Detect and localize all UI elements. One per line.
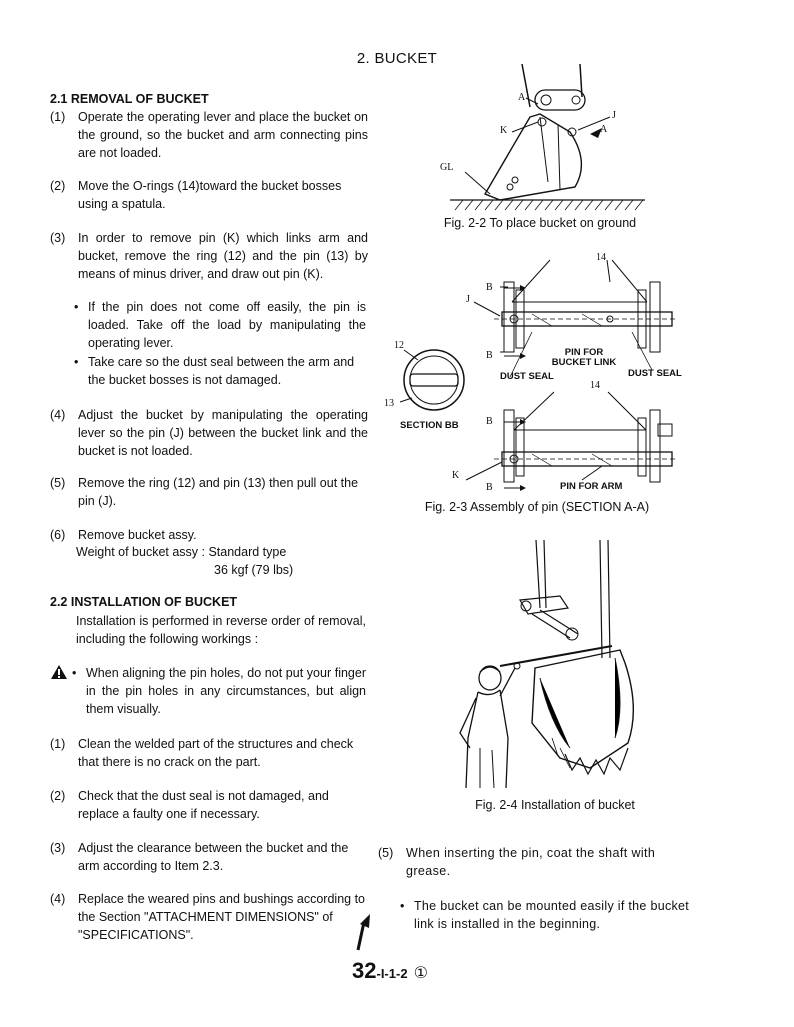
step-text: Clean the welded part of the structures and check that there is no crack on the part.	[78, 737, 354, 769]
page-number	[352, 958, 428, 984]
removal-step-5	[50, 474, 368, 510]
installation-step-3	[50, 839, 368, 875]
label-14-bottom: 14	[590, 380, 600, 391]
page-title: 2. BUCKET	[356, 50, 438, 67]
label-section-bb: SECTION BB	[400, 420, 459, 431]
label-a-top: A	[518, 92, 526, 103]
step-text: In order to remove pin (K) which links arm and bucket, remove the ring (12) and the pin (13) by means of minus driver, and draw out pin (K).	[78, 231, 368, 281]
label-b-4: B	[486, 482, 493, 493]
installation-step-2	[50, 787, 368, 823]
label-12: 12	[394, 340, 404, 351]
label-a-right: A	[600, 124, 608, 135]
removal-step-2	[50, 177, 368, 213]
step-number: (1)	[50, 110, 66, 124]
label-b-1: B	[486, 282, 493, 293]
label-k: K	[452, 470, 460, 481]
step-text: Operate the operating lever and place the bucket on the ground, so the bucket and arm connecting pins are not loaded.	[78, 110, 368, 160]
installation-heading: 2.2 INSTALLATION OF BUCKET	[50, 595, 238, 609]
label-dust-seal-right: DUST SEAL	[628, 368, 682, 379]
step-text: Move the O-rings (14)toward the bucket bosses using a spatula.	[78, 179, 342, 211]
step-text: Check that the dust seal is not damaged, and replace a faulty one if necessary.	[78, 789, 329, 821]
step-text: Adjust the bucket by manipulating the operating lever so the pin (J) between the bucket link and the bucket is not loaded.	[78, 408, 368, 458]
removal-bullet-2	[74, 353, 366, 389]
bullet-text: If the pin does not come off easily, the pin is loaded. Take off the load by manipulating the operating lever.	[88, 300, 366, 350]
installation-step-1	[50, 735, 368, 771]
label-j: J	[612, 110, 616, 121]
bullet-dot: •	[74, 355, 79, 369]
label-13: 13	[384, 398, 394, 409]
removal-step-3	[50, 229, 368, 283]
step-text: Remove bucket assy.	[78, 528, 197, 542]
up-arrow-icon	[350, 912, 374, 957]
bullet-text: The bucket can be mounted easily if the bucket link is installed in the beginning.	[414, 899, 690, 931]
step-number: (6)	[50, 528, 66, 542]
revision-mark: ①	[413, 965, 429, 982]
step-number: (4)	[50, 892, 66, 906]
figure-2-3-pin-assembly	[382, 252, 694, 500]
step-text: When inserting the pin, coat the shaft with grease.	[406, 846, 656, 878]
figure-2-4-bucket-installation	[440, 538, 670, 793]
warning-icon	[50, 664, 68, 685]
step-number: (4)	[50, 408, 66, 422]
figure-2-3-caption: Fig. 2-3 Assembly of pin (SECTION A-A)	[424, 500, 650, 514]
step-number: (1)	[50, 737, 66, 751]
installation-intro: Installation is performed in reverse order of removal, including the following workings :	[76, 614, 366, 646]
warning-text: When aligning the pin holes, do not put your finger in the pin holes in any circumstances, but align them visually.	[86, 666, 366, 716]
bullet-text: Take care so the dust seal between the arm and the bucket bosses is not damaged.	[88, 355, 355, 387]
label-j: J	[466, 294, 470, 305]
bullet-dot: •	[74, 300, 79, 314]
label-b-3: B	[486, 416, 493, 427]
label-k: K	[500, 125, 508, 136]
step-number: (5)	[378, 846, 394, 860]
step-text: Adjust the clearance between the bucket and the arm according to Item 2.3.	[78, 841, 349, 873]
step-number: (3)	[50, 841, 66, 855]
removal-step-6	[50, 526, 368, 544]
removal-step-1	[50, 108, 368, 162]
label-b-2: B	[486, 350, 493, 361]
page-number-sub: -I-1-2	[376, 966, 408, 981]
bullet-dot: •	[72, 666, 77, 680]
installation-warning	[72, 664, 366, 718]
label-pin-for-arm: PIN FOR ARM	[560, 481, 623, 492]
label-pin-for-bucket-link: PIN FOR BUCKET LINK	[551, 347, 617, 368]
step-number: (2)	[50, 789, 66, 803]
step-number: (2)	[50, 179, 66, 193]
removal-heading: 2.1 REMOVAL OF BUCKET	[50, 92, 209, 106]
step-number: (5)	[50, 476, 66, 490]
bucket-weight-value: 36 kgf (79 lbs)	[214, 563, 294, 577]
label-dust-seal-left: DUST SEAL	[500, 371, 554, 382]
removal-bullet-1	[74, 298, 366, 352]
step-number: (3)	[50, 231, 66, 245]
installation-step-4	[50, 890, 368, 944]
label-14-top: 14	[596, 252, 606, 263]
step-text: Replace the weared pins and bushings according to the Section "ATTACHMENT DIMENSIONS" of "SPECIFICATIONS".	[78, 892, 365, 942]
label-gl: GL	[440, 162, 454, 173]
bucket-weight-label: Weight of bucket assy : Standard type	[76, 545, 287, 559]
removal-step-4	[50, 406, 368, 460]
figure-2-2-bucket-on-ground	[430, 62, 650, 212]
figure-2-2-caption: Fig. 2-2 To place bucket on ground	[443, 216, 637, 230]
step-text: Remove the ring (12) and pin (13) then pull out the pin (J).	[78, 476, 359, 508]
figure-2-4-caption: Fig. 2-4 Installation of bucket	[475, 798, 635, 812]
page-number-main: 32	[352, 958, 377, 983]
bullet-dot: •	[400, 899, 405, 913]
installation-step-5	[378, 844, 698, 880]
installation-bullet-5	[400, 897, 698, 933]
